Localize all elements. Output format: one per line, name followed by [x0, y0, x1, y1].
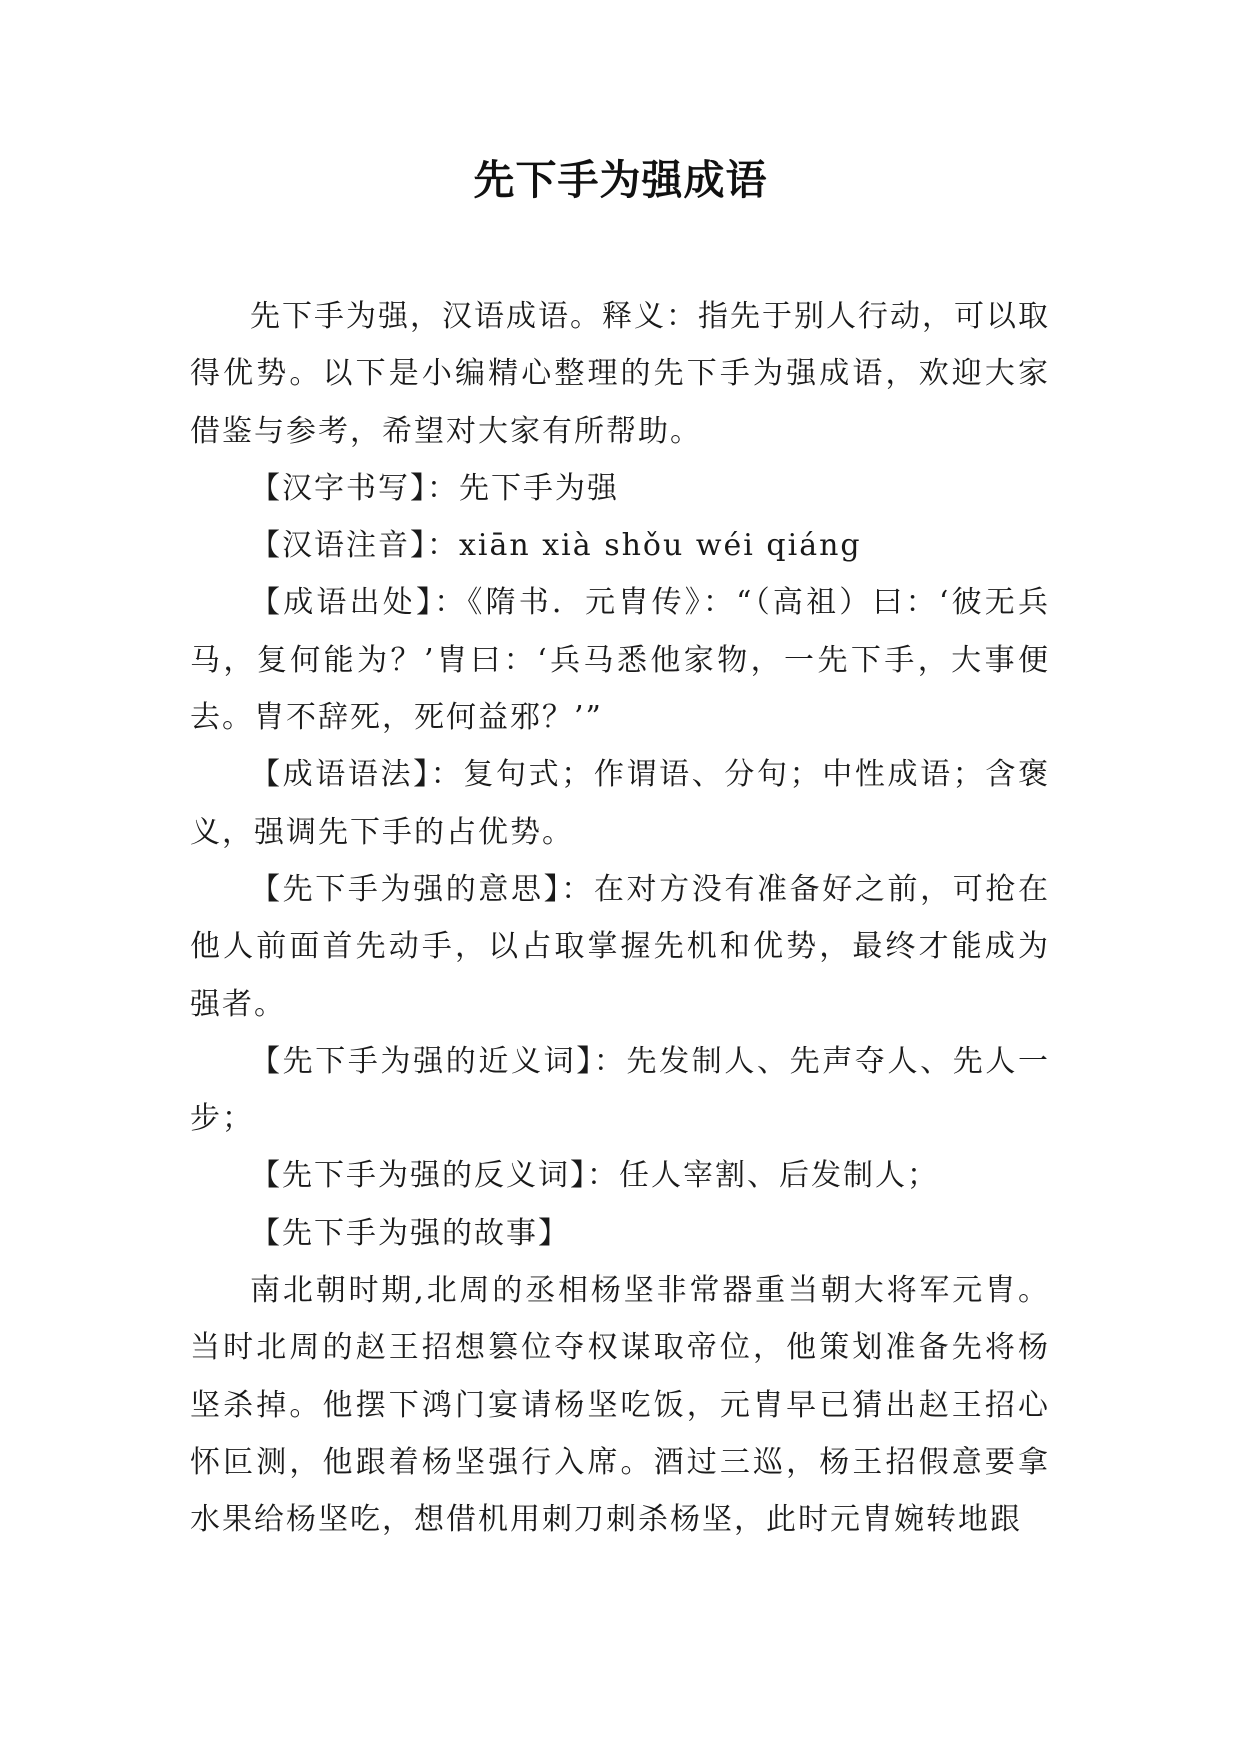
antonyms-paragraph — [190, 1147, 1050, 1204]
synonyms-paragraph — [190, 1033, 1050, 1148]
paragraph-label: 【先下手为强的近义词】 — [250, 1043, 594, 1079]
hanzi-writing-paragraph — [190, 460, 1050, 517]
paragraph-label: 【先下手为强的反义词】 — [250, 1158, 587, 1194]
paragraph-label: 【汉字书写】 — [250, 470, 427, 506]
paragraph-label: 【成语出处】 — [250, 585, 435, 621]
story-paragraph — [190, 1262, 1050, 1548]
paragraph-text: ：复句式；作谓语、分句；中性成语；含褒义，强调先下手的占优势。 — [190, 757, 1050, 850]
paragraph-text: ：先发制人、先声夺人、先人一步； — [190, 1043, 1050, 1137]
document-title: 先下手为强成语 — [473, 156, 768, 204]
intro-paragraph — [190, 288, 1050, 460]
paragraph-text: ：《隋书．元胄传》：“（高祖）曰：‘彼无兵马，复何能为？’胄曰：‘兵马悉他家物，一先下手，大事便去。胄不辞死，死何益邪？’” — [190, 585, 1051, 736]
pinyin-paragraph — [190, 517, 1050, 574]
grammar-paragraph — [190, 746, 1050, 861]
paragraph-label: 【先下手为强的故事】 — [250, 1215, 570, 1251]
paragraph-text: 南北朝时期,北周的丞相杨坚非常器重当朝大将军元胄。当时北周的赵王招想篡位夺权谋取帝位，他策划准备先将杨坚杀掉。他摆下鸿门宴请杨坚吃饭，元胄早已猜出赵王招心怀叵测，他跟着杨坚强行入席。酒过三巡，杨王招假意要拿水果给杨坚吃，想借机用刺刀刺杀杨坚，此时元胄婉转地跟 — [190, 1273, 1050, 1538]
story-heading-paragraph — [190, 1205, 1050, 1262]
paragraph-text: ：先下手为强 — [427, 470, 619, 506]
paragraph-label: 【先下手为强的意思】 — [250, 871, 562, 907]
meaning-paragraph — [190, 861, 1050, 1033]
paragraph-label: 【汉语注音】 — [250, 528, 427, 564]
paragraph-text: ：在对方没有准备好之前，可抢在他人前面首先动手，以占取掌握先机和优势，最终才能成为强者。 — [190, 871, 1050, 1022]
document-body — [190, 288, 1050, 1549]
paragraph-text: ：任人宰割、后发制人； — [587, 1158, 939, 1194]
paragraph-text: ：xiān xià shǒu wéi qiáng — [427, 528, 862, 564]
paragraph-text: 先下手为强，汉语成语。释义：指先于别人行动，可以取得优势。以下是小编精心整理的先下手为强成语，欢迎大家借鉴与参考，希望对大家有所帮助。 — [190, 299, 1050, 449]
paragraph-label: 【成语语法】 — [250, 757, 431, 793]
source-paragraph — [190, 574, 1050, 746]
